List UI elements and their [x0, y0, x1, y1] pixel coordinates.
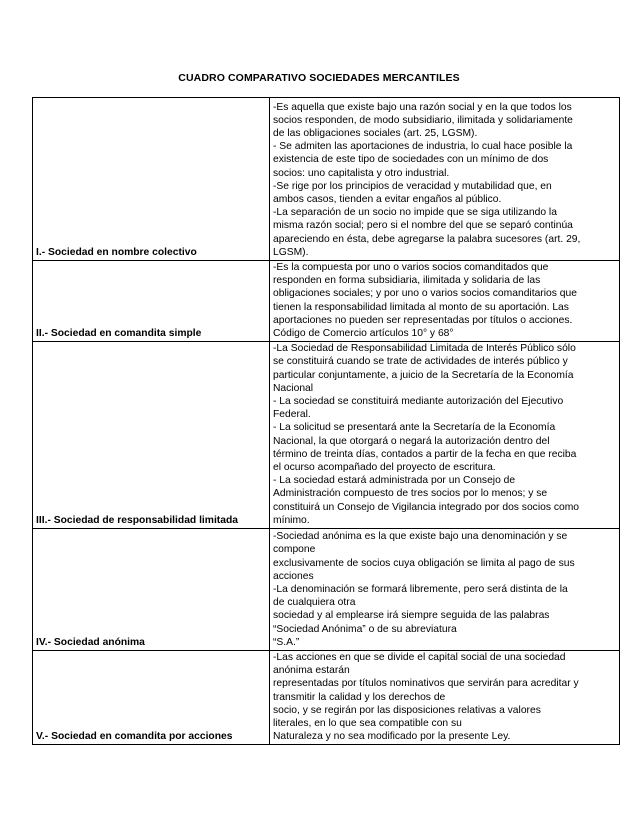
description-line: -Las acciones en que se divide el capital social de una sociedad — [273, 652, 566, 664]
description-line: Nacional — [273, 382, 314, 394]
description-line: responden en forma subsidiaria, ilimitada y solidaria de las — [273, 275, 541, 287]
description-line: socios: uno capitalista y otro industrial. — [273, 167, 450, 179]
description-line: ambos casos, tienden a evitar engaños al público. — [273, 193, 502, 205]
description-line: compone — [273, 544, 316, 556]
description-line: existencia de este tipo de sociedades con un mínimo de dos — [273, 154, 549, 166]
description-line: mínimo. — [273, 514, 310, 526]
description-line: Administración compuesto de tres socios por lo menos; y se — [273, 488, 548, 500]
table-row — [33, 651, 620, 745]
description-line: Federal. — [273, 409, 311, 421]
description-line: tienen la responsabilidad limitada al monto de su aportación. Las — [273, 301, 569, 313]
description-line: constituirá un Consejo de Vigilancia integrado por dos socios como — [273, 501, 580, 513]
table-row — [33, 342, 620, 529]
table-row — [33, 261, 620, 342]
description-line: -Sociedad anónima es la que existe bajo una denominación y se — [273, 531, 568, 543]
table-row — [33, 98, 620, 261]
table-body — [33, 98, 620, 745]
description-line: de las obligaciones sociales (art. 25, LGSM). — [273, 127, 478, 139]
description-line: apareciendo en ésta, debe agregarse la palabra sucesores (art. 29, — [273, 233, 581, 245]
society-type-cell: V.- Sociedad en comandita por acciones — [33, 651, 270, 745]
description-line: término de treinta días, contados a partir de la fecha en que reciba — [273, 448, 577, 460]
description-line: literales, en lo que sea compatible con su — [273, 718, 462, 730]
description-line: transmitir la calidad y los derechos de — [273, 691, 446, 703]
description-line: - Se admiten las aportaciones de industria, lo cual hace posible la — [273, 141, 573, 153]
description-line: -Es aquella que existe bajo una razón social y en la que todos los — [273, 101, 572, 113]
description-line: -La Sociedad de Responsabilidad Limitada de Interés Público sólo — [273, 343, 576, 355]
description-line: “S.A.” — [273, 636, 300, 648]
description-line: Nacional, la que otorgará o negará la autorización dentro del — [273, 435, 550, 447]
description-line: representadas por títulos nominativos que servirán para acreditar y — [273, 678, 579, 690]
description-line: - La sociedad se constituirá mediante autorización del Ejecutivo — [273, 396, 564, 408]
society-description-cell — [270, 529, 620, 651]
description-line: Código de Comercio artículos 10° y 68° — [273, 328, 454, 340]
description-line: exclusivamente de socios cuya obligación se limita al pago de sus — [273, 557, 575, 569]
society-description-cell — [270, 651, 620, 745]
description-line: el ocurso acompañado del proyecto de escritura. — [273, 462, 496, 474]
society-description-cell — [270, 342, 620, 529]
description-line: - La solicitud se presentará ante la Secretaría de la Economía — [273, 422, 556, 434]
description-line: misma razón social; pero si el nombre del que se separó continúa — [273, 220, 573, 232]
society-type-cell: II.- Sociedad en comandita simple — [33, 261, 270, 342]
description-line: “Sociedad Anónima” o de su abreviatura — [273, 623, 457, 635]
description-line: obligaciones sociales; y por uno o varios socios comanditarios que — [273, 288, 577, 300]
society-type-cell: III.- Sociedad de responsabilidad limitada — [33, 342, 270, 529]
description-line: acciones — [273, 570, 314, 582]
description-line: sociedad y al emplearse irá siempre seguida de las palabras — [273, 610, 550, 622]
description-line: se constituirá cuando se trate de actividades de interés público y — [273, 356, 568, 368]
description-line: -Se rige por los principios de veracidad y mutabilidad que, en — [273, 180, 552, 192]
description-line: de cualquiera otra — [273, 597, 356, 609]
society-type-cell: I.- Sociedad en nombre colectivo — [33, 98, 270, 261]
description-line: socios responden, de modo subsidiario, ilimitada y solidariamente — [273, 114, 573, 126]
description-line: LGSM). — [273, 246, 309, 258]
table-row — [33, 529, 620, 651]
description-line: socio, y se regirán por las disposiciones relativas a valores — [273, 704, 541, 716]
description-line: -La separación de un socio no impide que se siga utilizando la — [273, 207, 557, 219]
description-line: -Es la compuesta por uno o varios socios comanditados que — [273, 262, 549, 273]
society-description-cell — [270, 261, 620, 342]
description-line: -La denominación se formará libremente, pero será distinta de la — [273, 584, 568, 596]
society-description-cell — [270, 98, 620, 261]
description-line: particular conjuntamente, a juicio de la Secretaría de la Economía — [273, 369, 574, 381]
description-line: - La sociedad estará administrada por un Consejo de — [273, 475, 516, 487]
description-line: Naturaleza y no sea modificado por la presente Ley. — [273, 731, 511, 743]
description-line: anónima estarán — [273, 665, 350, 677]
page-title: CUADRO COMPARATIVO SOCIEDADES MERCANTILES — [178, 72, 460, 84]
description-line: aportaciones no pueden ser representadas por títulos o acciones. — [273, 314, 573, 326]
comparative-table — [32, 97, 620, 745]
society-type-cell: IV.- Sociedad anónima — [33, 529, 270, 651]
